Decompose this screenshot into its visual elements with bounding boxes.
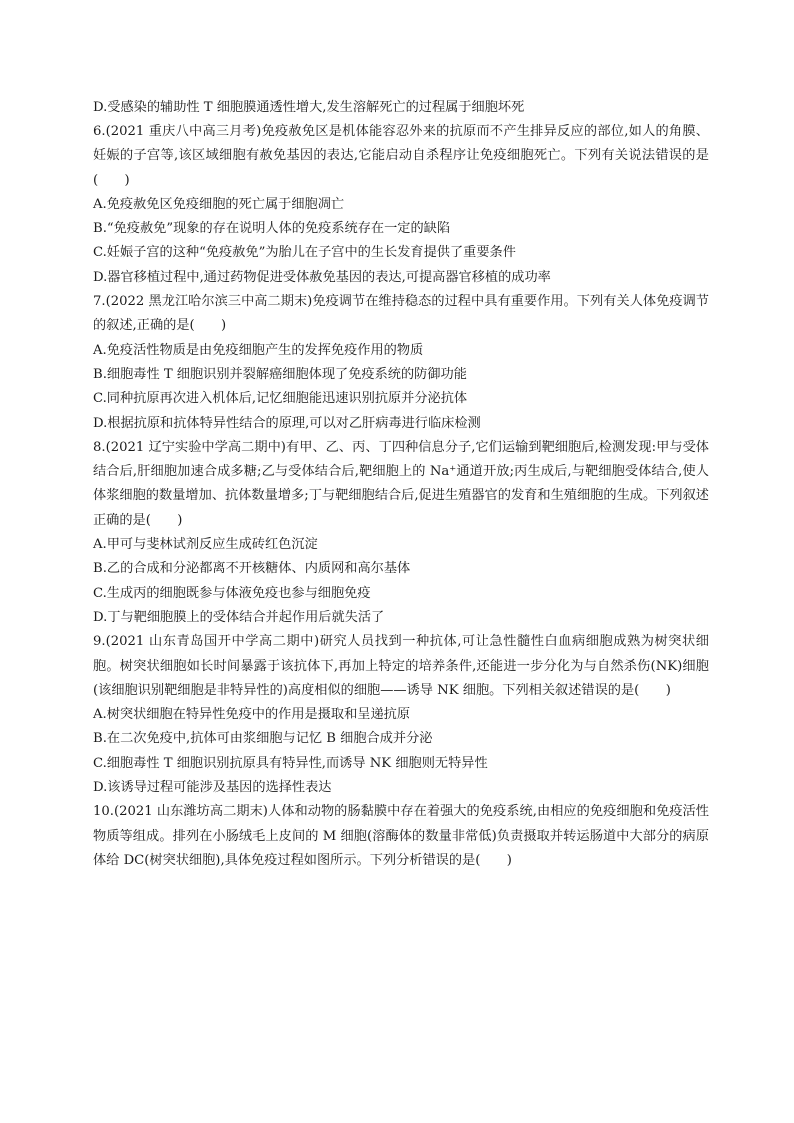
option-a: A.免疫赦免区免疫细胞的死亡属于细胞凋亡 [93,196,345,212]
option-b: B.细胞毒性 T 细胞识别并裂解癌细胞体现了免疫系统的防御功能 [93,366,467,382]
question-9 [93,630,709,800]
option-b: B.乙的合成和分泌都离不开核糖体、内质网和高尔基体 [93,561,411,577]
question-stem: 7.(2022 黑龙江哈尔滨三中高二期末)免疫调节在维持稳态的过程中具有重要作用。下列有关人体免疫调节的叙述,正确的是( ) [93,294,709,334]
option-c: C.同种抗原再次进入机体后,记忆细胞能迅速识别抗原并分泌抗体 [93,391,468,407]
option-c: C.细胞毒性 T 细胞识别抗原具有特异性,而诱导 NK 细胞则无特异性 [93,755,488,771]
option-b: B.在二次免疫中,抗体可由浆细胞与记忆 B 细胞合成并分泌 [93,731,433,747]
question-8 [93,436,709,630]
option-d: D.该诱导过程可能涉及基因的选择性表达 [93,780,332,796]
question-stem: 8.(2021 辽宁实验中学高二期中)有甲、乙、丙、丁四种信息分子,它们运输到靶细胞后,检测发现:甲与受体结合后,肝细胞加速合成多糖;乙与受体结合后,靶细胞上的 Na⁺通道开放;丙生成后,与靶细胞受体结合,使人体浆细胞的数量增加、抗体数量增多;丁与靶细胞结合后,促进生殖器官的发育和生殖细胞的生成。下列叙述正确的是( ) [93,439,709,528]
question-stem: 9.(2021 山东青岛国开中学高二期中)研究人员找到一种抗体,可让急性髓性白血病细胞成熟为树突状细胞。树突状细胞如长时间暴露于该抗体下,再加上特定的培养条件,还能进一步分化为与自然杀伤(NK)细胞(该细胞识别靶细胞是非特异性的)高度相似的细胞——诱导 NK 细胞。下列相关叙述错误的是( ) [93,634,709,698]
option-d: D.器官移植过程中,通过药物促进受体赦免基因的表达,可提高器官移植的成功率 [93,269,551,285]
question-6 [93,120,709,290]
option-d: D.根据抗原和抗体特异性结合的原理,可以对乙肝病毒进行临床检测 [93,415,481,431]
question-stem: 6.(2021 重庆八中高三月考)免疫赦免区是机体能容忍外来的抗原而不产生排异反应的部位,如人的角膜、妊娠的子宫等,该区域细胞有赦免基因的表达,它能启动自杀程序让免疫细胞死亡。下列有关说法错误的是( ) [93,124,709,188]
option-d: D.丁与靶细胞膜上的受体结合并起作用后就失活了 [93,609,385,625]
question-stem: 10.(2021 山东潍坊高二期末)人体和动物的肠黏膜中存在着强大的免疫系统,由相应的免疫细胞和免疫活性物质等组成。排列在小肠绒毛上皮间的 M 细胞(溶酶体的数量非常低)负责摄取并转运肠道中大部分的病原体给 DC(树突状细胞),具体免疫过程如图所示。下列分析错误的是( ) [93,804,709,868]
option-a: A.免疫活性物质是由免疫细胞产生的发挥免疫作用的物质 [93,342,424,358]
option-a: A.树突状细胞在特异性免疫中的作用是摄取和呈递抗原 [93,707,411,723]
option-c: C.生成丙的细胞既参与体液免疫也参与细胞免疫 [93,585,371,601]
exam-page [93,96,709,873]
option-b: B.“免疫赦免”现象的存在说明人体的免疫系统存在一定的缺陷 [93,221,451,237]
option-c: C.妊娠子宫的这种“免疫赦免”为胎儿在子宫中的生长发育提供了重要条件 [93,245,516,261]
question-10 [93,800,709,873]
lead-option: D.受感染的辅助性 T 细胞膜通透性增大,发生溶解死亡的过程属于细胞坏死 [93,100,525,115]
question-7 [93,290,709,436]
option-a: A.甲可与斐林试剂反应生成砖红色沉淀 [93,537,318,553]
